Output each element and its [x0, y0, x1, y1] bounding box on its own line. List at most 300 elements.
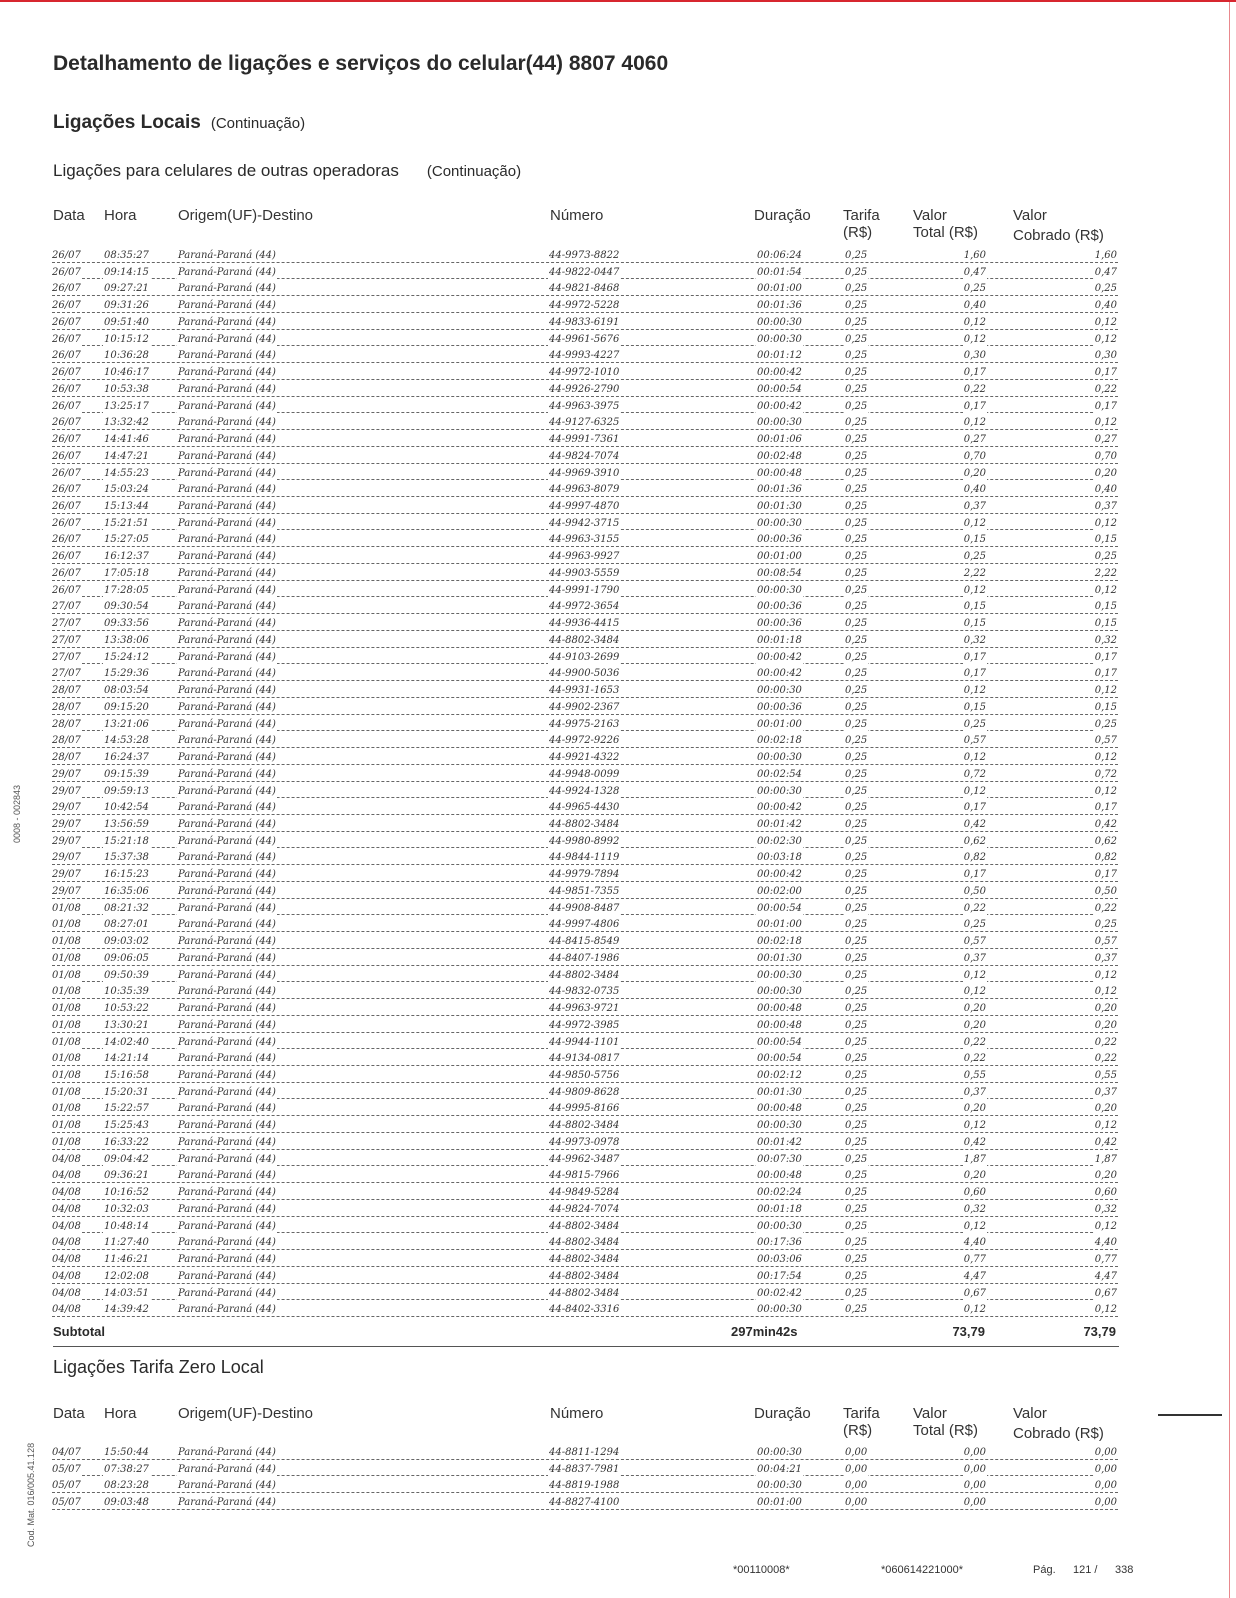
cell-tarifa: 0,25 — [845, 634, 868, 646]
cell-valor-cobrado: 0,70 — [1094, 450, 1117, 462]
cell-data: 27/07 — [52, 601, 81, 613]
cell-origem: Paraná-Paraná (44) — [178, 400, 276, 412]
cell-data: 29/07 — [52, 785, 81, 797]
cell-hora: 10:32:03 — [104, 1203, 149, 1215]
cell-valor-cobrado: 0,12 — [1094, 969, 1117, 981]
footer-page-label: Pág. — [1033, 1564, 1056, 1576]
cell-origem: Paraná-Paraná (44) — [178, 1053, 276, 1065]
cell-hora: 11:27:40 — [104, 1237, 149, 1249]
table-row — [0, 517, 1236, 534]
cell-numero: 44-8802-3484 — [549, 818, 620, 830]
cell-valor-cobrado: 0,15 — [1094, 701, 1117, 713]
cell-numero: 44-9991-7361 — [549, 434, 620, 446]
table-row — [0, 416, 1236, 433]
cell-data: 29/07 — [52, 852, 81, 864]
cell-valor-total: 0,12 — [963, 1120, 986, 1132]
cell-hora: 08:03:54 — [104, 685, 149, 697]
col-valor-total: Valor — [913, 207, 947, 224]
cell-valor-cobrado: 0,25 — [1094, 283, 1117, 295]
cell-hora: 15:03:24 — [104, 484, 149, 496]
cell-tarifa: 0,25 — [845, 601, 868, 613]
table-row — [0, 366, 1236, 383]
cell-data: 26/07 — [52, 283, 81, 295]
table-row — [0, 1203, 1236, 1220]
cell-tarifa: 0,25 — [845, 701, 868, 713]
cell-data: 26/07 — [52, 367, 81, 379]
cell-valor-cobrado: 0,20 — [1094, 467, 1117, 479]
cell-tarifa: 0,25 — [845, 1187, 868, 1199]
table-row — [0, 1446, 1236, 1463]
cell-duracao: 00:00:42 — [757, 367, 802, 379]
cell-tarifa: 0,25 — [845, 869, 868, 881]
cell-hora: 09:36:21 — [104, 1170, 149, 1182]
col-valor-total-unit: Total (R$) — [913, 1422, 979, 1439]
cell-hora: 15:21:18 — [104, 835, 149, 847]
cell-duracao: 00:00:48 — [757, 1103, 802, 1115]
cell-hora: 17:28:05 — [104, 584, 149, 596]
cell-origem: Paraná-Paraná (44) — [178, 517, 276, 529]
cell-origem: Paraná-Paraná (44) — [178, 668, 276, 680]
cell-tarifa: 0,25 — [845, 1287, 868, 1299]
cell-valor-total: 0,15 — [963, 534, 986, 546]
cell-duracao: 00:03:06 — [757, 1254, 802, 1266]
cell-hora: 10:36:28 — [104, 350, 149, 362]
cell-numero: 44-9972-1010 — [549, 367, 620, 379]
footer-page-total: 338 — [1115, 1564, 1134, 1576]
cell-tarifa: 0,25 — [845, 668, 868, 680]
cell-valor-total: 0,17 — [963, 400, 986, 412]
cell-valor-cobrado: 0,12 — [1094, 986, 1117, 998]
cell-data: 26/07 — [52, 417, 81, 429]
cell-duracao: 00:01:54 — [757, 266, 802, 278]
cell-valor-total: 0,17 — [963, 668, 986, 680]
cell-numero: 44-8811-1294 — [549, 1447, 620, 1458]
cell-data: 01/08 — [52, 919, 81, 931]
cell-hora: 15:27:05 — [104, 534, 149, 546]
subtotal-divider — [53, 1346, 1119, 1347]
cell-duracao: 00:08:54 — [757, 567, 802, 579]
table-row — [0, 634, 1236, 651]
col-numero: Número — [550, 207, 604, 224]
cell-tarifa: 0,25 — [845, 1103, 868, 1115]
cell-valor-cobrado: 0,32 — [1094, 634, 1117, 646]
cell-valor-total: 0,15 — [963, 701, 986, 713]
cell-duracao: 00:00:30 — [757, 752, 802, 764]
cell-numero: 44-9833-6191 — [549, 316, 620, 328]
cell-tarifa: 0,25 — [845, 534, 868, 546]
cell-valor-cobrado: 0,27 — [1094, 434, 1117, 446]
table-row — [0, 333, 1236, 350]
cell-duracao: 00:00:54 — [757, 902, 802, 914]
cell-tarifa: 0,25 — [845, 484, 868, 496]
cell-tarifa: 0,25 — [845, 417, 868, 429]
table-row — [0, 851, 1236, 868]
cell-origem: Paraná-Paraná (44) — [178, 1069, 276, 1081]
cell-data: 27/07 — [52, 634, 81, 646]
cell-valor-total: 0,22 — [963, 1053, 986, 1065]
cell-duracao: 00:00:30 — [757, 1447, 802, 1458]
subtotal-row — [0, 1324, 1236, 1340]
cell-numero: 44-9127-6325 — [549, 417, 620, 429]
cell-data: 26/07 — [52, 250, 81, 261]
cell-valor-total: 0,25 — [963, 551, 986, 563]
cell-numero: 44-9849-5284 — [549, 1187, 620, 1199]
cell-tarifa: 0,25 — [845, 1254, 868, 1266]
cell-duracao: 00:00:42 — [757, 668, 802, 680]
cell-valor-total: 0,40 — [963, 484, 986, 496]
cell-valor-total: 0,12 — [963, 333, 986, 345]
cell-duracao: 00:00:54 — [757, 1053, 802, 1065]
cell-duracao: 00:01:06 — [757, 434, 802, 446]
cell-valor-cobrado: 0,22 — [1094, 1036, 1117, 1048]
cell-valor-cobrado: 0,20 — [1094, 1170, 1117, 1182]
cell-tarifa: 0,25 — [845, 1237, 868, 1249]
cell-tarifa: 0,25 — [845, 902, 868, 914]
col-hora: Hora — [104, 1405, 137, 1422]
cell-tarifa: 0,25 — [845, 936, 868, 948]
cell-valor-total: 0,57 — [963, 735, 986, 747]
cell-data: 01/08 — [52, 969, 81, 981]
cell-tarifa: 0,25 — [845, 517, 868, 529]
cell-numero: 44-9822-0447 — [549, 266, 620, 278]
table-row — [0, 349, 1236, 366]
cell-origem: Paraná-Paraná (44) — [178, 1287, 276, 1299]
cell-hora: 16:33:22 — [104, 1136, 149, 1148]
cell-numero: 44-9972-3654 — [549, 601, 620, 613]
cell-valor-total: 0,20 — [963, 1003, 986, 1015]
cell-origem: Paraná-Paraná (44) — [178, 802, 276, 814]
cell-tarifa: 0,25 — [845, 501, 868, 513]
cell-valor-cobrado: 0,60 — [1094, 1187, 1117, 1199]
cell-duracao: 00:00:30 — [757, 1480, 802, 1492]
cell-valor-cobrado: 0,22 — [1094, 1053, 1117, 1065]
cell-duracao: 00:00:42 — [757, 869, 802, 881]
cell-valor-cobrado: 0,55 — [1094, 1069, 1117, 1081]
cell-duracao: 00:01:36 — [757, 484, 802, 496]
cell-duracao: 00:00:36 — [757, 618, 802, 630]
cell-tarifa: 0,25 — [845, 551, 868, 563]
cell-origem: Paraná-Paraná (44) — [178, 919, 276, 931]
cell-origem: Paraná-Paraná (44) — [178, 835, 276, 847]
cell-tarifa: 0,25 — [845, 316, 868, 328]
cell-duracao: 00:02:42 — [757, 1287, 802, 1299]
cell-valor-cobrado: 0,62 — [1094, 835, 1117, 847]
cell-valor-total: 0,50 — [963, 885, 986, 897]
cell-origem: Paraná-Paraná (44) — [178, 316, 276, 328]
cell-tarifa: 0,25 — [845, 1019, 868, 1031]
cell-valor-cobrado: 0,57 — [1094, 735, 1117, 747]
cell-valor-total: 0,17 — [963, 651, 986, 663]
table-row — [0, 383, 1236, 400]
cell-valor-total: 0,67 — [963, 1287, 986, 1299]
cell-valor-cobrado: 0,25 — [1094, 919, 1117, 931]
cell-valor-cobrado: 0,20 — [1094, 1019, 1117, 1031]
cell-valor-total: 0,12 — [963, 1220, 986, 1232]
table-row — [0, 751, 1236, 768]
cell-duracao: 00:00:30 — [757, 584, 802, 596]
cell-hora: 09:15:20 — [104, 701, 149, 713]
cell-numero: 44-9997-4870 — [549, 501, 620, 513]
col-valor-cobrado-unit: Cobrado (R$) — [1013, 1425, 1104, 1442]
cell-duracao: 00:02:18 — [757, 936, 802, 948]
cell-duracao: 00:04:21 — [757, 1463, 802, 1475]
table-row — [0, 1036, 1236, 1053]
cell-numero: 44-9969-3910 — [549, 467, 620, 479]
cell-data: 01/08 — [52, 1003, 81, 1015]
cell-hora: 09:03:48 — [104, 1497, 149, 1509]
cell-numero: 44-9850-5756 — [549, 1069, 620, 1081]
cell-tarifa: 0,25 — [845, 450, 868, 462]
cell-numero: 44-9993-4227 — [549, 350, 620, 362]
cell-valor-cobrado: 0,15 — [1094, 534, 1117, 546]
cell-tarifa: 0,25 — [845, 1153, 868, 1165]
cell-duracao: 00:00:48 — [757, 467, 802, 479]
col-tarifa-unit: (R$) — [843, 224, 873, 241]
cell-origem: Paraná-Paraná (44) — [178, 1270, 276, 1282]
cell-valor-cobrado: 0,57 — [1094, 936, 1117, 948]
cell-valor-total: 1,60 — [963, 250, 986, 261]
cell-valor-cobrado: 0,42 — [1094, 1136, 1117, 1148]
cell-hora: 09:50:39 — [104, 969, 149, 981]
cell-valor-cobrado: 0,12 — [1094, 752, 1117, 764]
col-numero: Número — [550, 1405, 604, 1422]
cell-hora: 16:24:37 — [104, 752, 149, 764]
cell-origem: Paraná-Paraná (44) — [178, 1463, 276, 1475]
cell-tarifa: 0,25 — [845, 1069, 868, 1081]
table-row — [0, 1102, 1236, 1119]
cell-data: 05/07 — [52, 1497, 81, 1509]
cell-numero: 44-9821-8468 — [549, 283, 620, 295]
cell-origem: Paraná-Paraná (44) — [178, 785, 276, 797]
cell-hora: 16:12:37 — [104, 551, 149, 563]
cell-numero: 44-9972-3985 — [549, 1019, 620, 1031]
table-row — [0, 467, 1236, 484]
table-row — [0, 1069, 1236, 1086]
cell-origem: Paraná-Paraná (44) — [178, 735, 276, 747]
cell-tarifa: 0,25 — [845, 584, 868, 596]
cell-tarifa: 0,25 — [845, 333, 868, 345]
table-row — [0, 266, 1236, 283]
cell-valor-cobrado: 0,32 — [1094, 1203, 1117, 1215]
cell-origem: Paraná-Paraná (44) — [178, 885, 276, 897]
cell-numero: 44-9948-0099 — [549, 768, 620, 780]
cell-tarifa: 0,25 — [845, 250, 868, 261]
cell-data: 26/07 — [52, 467, 81, 479]
cell-data: 26/07 — [52, 551, 81, 563]
cell-tarifa: 0,25 — [845, 718, 868, 730]
cell-tarifa: 0,25 — [845, 300, 868, 312]
section-title — [53, 112, 305, 134]
cell-hora: 09:03:02 — [104, 936, 149, 948]
cell-data: 29/07 — [52, 818, 81, 830]
cell-valor-total: 0,15 — [963, 601, 986, 613]
table-row — [0, 684, 1236, 701]
cell-valor-cobrado: 0,47 — [1094, 266, 1117, 278]
cell-numero: 44-9980-8992 — [549, 835, 620, 847]
cell-valor-cobrado: 1,60 — [1094, 250, 1117, 261]
table-row — [0, 1186, 1236, 1203]
table-row — [0, 400, 1236, 417]
cell-numero: 44-8802-3484 — [549, 969, 620, 981]
cell-hora: 14:55:23 — [104, 467, 149, 479]
cell-valor-cobrado: 0,72 — [1094, 768, 1117, 780]
cell-data: 04/08 — [52, 1187, 81, 1199]
cell-numero: 44-9973-0978 — [549, 1136, 620, 1148]
cell-hora: 09:30:54 — [104, 601, 149, 613]
cell-valor-total: 2,22 — [963, 567, 986, 579]
cell-tarifa: 0,25 — [845, 1086, 868, 1098]
cell-duracao: 00:02:30 — [757, 835, 802, 847]
cell-origem: Paraná-Paraná (44) — [178, 467, 276, 479]
cell-valor-cobrado: 0,42 — [1094, 818, 1117, 830]
cell-valor-total: 0,20 — [963, 467, 986, 479]
cell-valor-total: 0,32 — [963, 634, 986, 646]
cell-duracao: 00:00:48 — [757, 1019, 802, 1031]
table-row — [0, 651, 1236, 668]
cell-valor-cobrado: 0,15 — [1094, 601, 1117, 613]
cell-numero: 44-9908-8487 — [549, 902, 620, 914]
cell-tarifa: 0,25 — [845, 802, 868, 814]
cell-data: 26/07 — [52, 316, 81, 328]
table2-header — [0, 1405, 1236, 1447]
table-row — [0, 835, 1236, 852]
cell-hora: 07:38:27 — [104, 1463, 149, 1475]
cell-hora: 15:29:36 — [104, 668, 149, 680]
cell-hora: 12:02:08 — [104, 1270, 149, 1282]
cell-hora: 13:32:42 — [104, 417, 149, 429]
section2-title: Ligações Tarifa Zero Local — [53, 1357, 264, 1377]
table-row — [0, 1236, 1236, 1253]
table-row — [0, 801, 1236, 818]
cell-numero: 44-8837-7981 — [549, 1463, 620, 1475]
cell-numero: 44-8802-3484 — [549, 1270, 620, 1282]
cell-data: 04/08 — [52, 1254, 81, 1266]
cell-origem: Paraná-Paraná (44) — [178, 551, 276, 563]
cell-numero: 44-9815-7966 — [549, 1170, 620, 1182]
table-row — [0, 734, 1236, 751]
cell-tarifa: 0,25 — [845, 1053, 868, 1065]
cell-data: 04/08 — [52, 1220, 81, 1232]
cell-valor-cobrado: 0,82 — [1094, 852, 1117, 864]
cell-hora: 10:42:54 — [104, 802, 149, 814]
cell-tarifa: 0,25 — [845, 969, 868, 981]
cell-numero: 44-9963-9927 — [549, 551, 620, 563]
table-row — [0, 533, 1236, 550]
cell-duracao: 00:01:00 — [757, 919, 802, 931]
cell-data: 26/07 — [52, 484, 81, 496]
cell-origem: Paraná-Paraná (44) — [178, 1153, 276, 1165]
table-row — [0, 1153, 1236, 1170]
cell-tarifa: 0,25 — [845, 1170, 868, 1182]
cell-duracao: 00:00:54 — [757, 383, 802, 395]
cell-tarifa: 0,25 — [845, 567, 868, 579]
cell-duracao: 00:01:18 — [757, 1203, 802, 1215]
cell-valor-cobrado: 0,77 — [1094, 1254, 1117, 1266]
cell-valor-total: 0,57 — [963, 936, 986, 948]
cell-numero: 44-9961-5676 — [549, 333, 620, 345]
cell-hora: 13:25:17 — [104, 400, 149, 412]
cell-duracao: 00:06:24 — [757, 250, 802, 261]
cell-numero: 44-9921-4322 — [549, 752, 620, 764]
cell-origem: Paraná-Paraná (44) — [178, 818, 276, 830]
table-row — [0, 1086, 1236, 1103]
table-row — [0, 550, 1236, 567]
cell-numero: 44-9924-1328 — [549, 785, 620, 797]
cell-valor-total: 0,25 — [963, 718, 986, 730]
cell-numero: 44-9975-2163 — [549, 718, 620, 730]
cell-hora: 15:13:44 — [104, 501, 149, 513]
cell-numero: 44-8819-1988 — [549, 1480, 620, 1492]
cell-duracao: 00:02:00 — [757, 885, 802, 897]
table-row — [0, 600, 1236, 617]
cell-numero: 44-9931-1653 — [549, 685, 620, 697]
cell-tarifa: 0,00 — [845, 1447, 868, 1458]
cell-numero: 44-8802-3484 — [549, 1237, 620, 1249]
col-hora: Hora — [104, 207, 137, 224]
col-tarifa: Tarifa — [843, 1405, 880, 1422]
cell-numero: 44-9972-9226 — [549, 735, 620, 747]
cell-valor-cobrado: 0,37 — [1094, 501, 1117, 513]
cell-valor-total: 0,82 — [963, 852, 986, 864]
cell-valor-total: 0,37 — [963, 501, 986, 513]
table-row — [0, 584, 1236, 601]
cell-hora: 14:03:51 — [104, 1287, 149, 1299]
cell-hora: 14:02:40 — [104, 1036, 149, 1048]
cell-data: 04/08 — [52, 1304, 81, 1316]
cell-origem: Paraná-Paraná (44) — [178, 1480, 276, 1492]
table-row — [0, 1496, 1236, 1513]
table-row — [0, 918, 1236, 935]
footer-barcode-1: *00110008* — [733, 1564, 790, 1576]
cell-origem: Paraná-Paraná (44) — [178, 651, 276, 663]
cell-valor-total: 0,47 — [963, 266, 986, 278]
cell-valor-cobrado: 0,50 — [1094, 885, 1117, 897]
cell-duracao: 00:01:42 — [757, 1136, 802, 1148]
cell-numero: 44-9965-4430 — [549, 802, 620, 814]
cell-valor-total: 0,30 — [963, 350, 986, 362]
cell-hora: 10:16:52 — [104, 1187, 149, 1199]
cell-hora: 08:23:28 — [104, 1480, 149, 1492]
cell-origem: Paraná-Paraná (44) — [178, 250, 276, 261]
table-row — [0, 433, 1236, 450]
cell-valor-total: 0,20 — [963, 1019, 986, 1031]
cell-tarifa: 0,25 — [845, 651, 868, 663]
cell-data: 04/08 — [52, 1237, 81, 1249]
cell-origem: Paraná-Paraná (44) — [178, 869, 276, 881]
col-data: Data — [53, 207, 85, 224]
cell-data: 01/08 — [52, 1069, 81, 1081]
cell-valor-total: 0,55 — [963, 1069, 986, 1081]
table-row — [0, 1052, 1236, 1069]
col-valor-total: Valor — [913, 1405, 947, 1422]
cell-valor-total: 0,42 — [963, 818, 986, 830]
cell-data: 28/07 — [52, 735, 81, 747]
cell-data: 29/07 — [52, 768, 81, 780]
cell-hora: 14:53:28 — [104, 735, 149, 747]
table-row — [0, 450, 1236, 467]
table-row — [0, 249, 1236, 266]
cell-numero: 44-8827-4100 — [549, 1497, 620, 1509]
cell-data: 26/07 — [52, 400, 81, 412]
cell-data: 01/08 — [52, 1019, 81, 1031]
table-row — [0, 282, 1236, 299]
section-title-text: Ligações Locais — [53, 112, 201, 133]
cell-data: 29/07 — [52, 835, 81, 847]
cell-origem: Paraná-Paraná (44) — [178, 367, 276, 379]
cell-valor-cobrado: 0,12 — [1094, 517, 1117, 529]
cell-origem: Paraná-Paraná (44) — [178, 685, 276, 697]
cell-origem: Paraná-Paraná (44) — [178, 768, 276, 780]
